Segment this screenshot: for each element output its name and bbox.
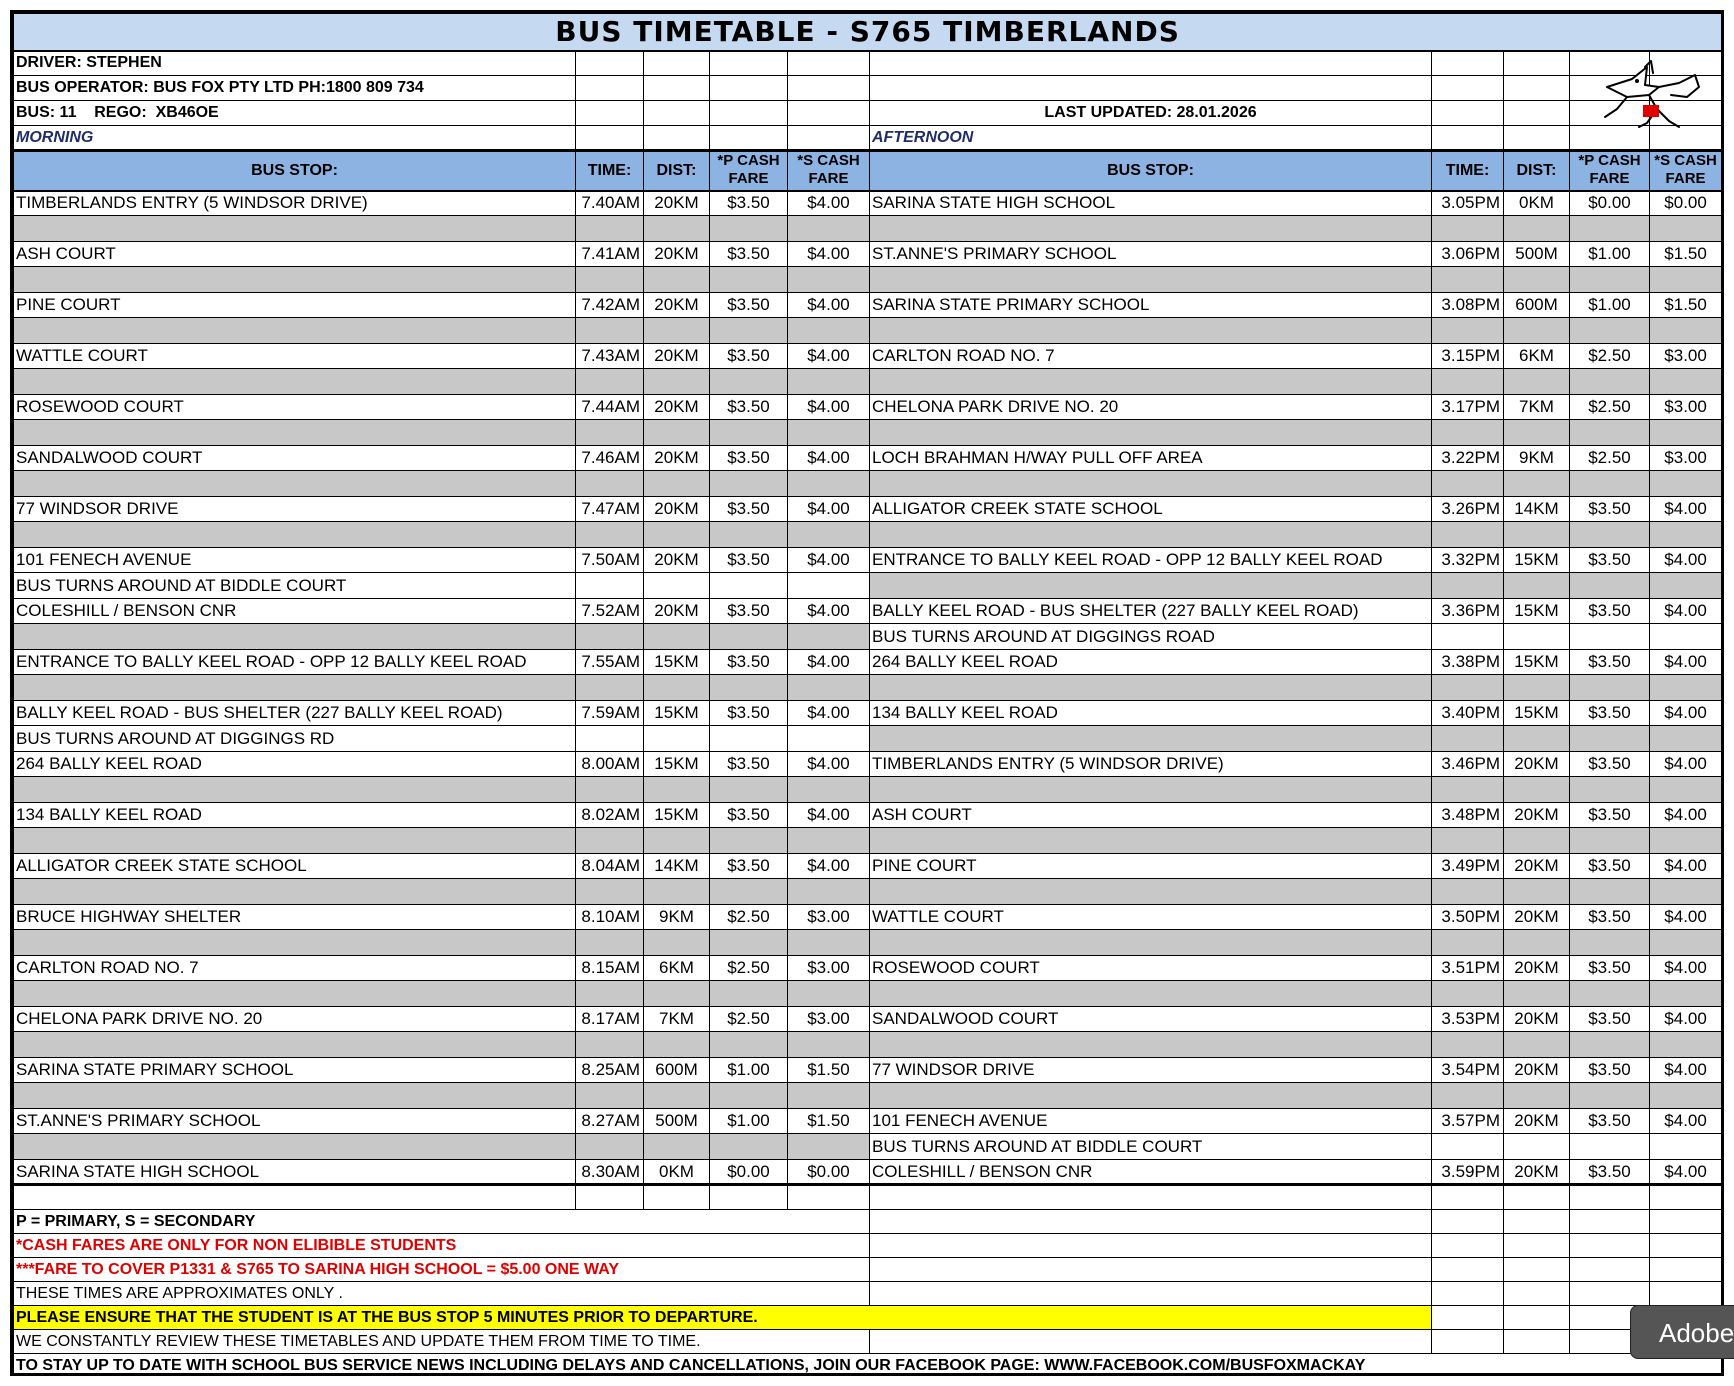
morning-p-fare-cell: $2.50	[710, 956, 788, 981]
morning-s-fare-cell: $1.50	[788, 1109, 870, 1134]
afternoon-p-fare-cell: $3.50	[1570, 803, 1650, 828]
table-row	[14, 956, 1722, 981]
table-row	[14, 803, 1722, 828]
afternoon-dist-cell: 600M	[1504, 293, 1570, 318]
afternoon-dist-cell: 20KM	[1504, 1160, 1570, 1185]
table-row	[14, 344, 1722, 369]
afternoon-p-fare-cell: $1.00	[1570, 293, 1650, 318]
afternoon-p-fare-cell: $3.50	[1570, 854, 1650, 879]
afternoon-s-fare-cell: $4.00	[1650, 701, 1722, 726]
morning-stop-cell: SARINA STATE HIGH SCHOOL	[14, 1160, 576, 1185]
afternoon-s-fare-cell: $4.00	[1650, 497, 1722, 522]
morning-p-fare-cell: $3.50	[710, 701, 788, 726]
afternoon-p-fare-cell: $2.50	[1570, 395, 1650, 420]
afternoon-stop-cell: COLESHILL / BENSON CNR	[870, 1160, 1432, 1185]
afternoon-s-fare-cell: $4.00	[1650, 1160, 1722, 1185]
afternoon-stop-cell: CHELONA PARK DRIVE NO. 20	[870, 395, 1432, 420]
spacer-row	[14, 624, 1722, 650]
morning-stop-cell: 134 BALLY KEEL ROAD	[14, 803, 576, 828]
afternoon-time-cell: 3.36PM	[1432, 599, 1504, 624]
morning-stop-cell: SANDALWOOD COURT	[14, 446, 576, 471]
morning-s-fare-cell: $3.00	[788, 1007, 870, 1032]
afternoon-dist-cell: 500M	[1504, 242, 1570, 267]
table-row	[14, 1007, 1722, 1032]
morning-time-cell: 8.17AM	[576, 1007, 644, 1032]
afternoon-dist-cell: 20KM	[1504, 1058, 1570, 1083]
adobe-tab[interactable]: Adobe	[1630, 1305, 1734, 1359]
approx-note: THESE TIMES ARE APPROXIMATES ONLY .	[14, 1282, 870, 1306]
morning-stop-cell: CHELONA PARK DRIVE NO. 20	[14, 1007, 576, 1032]
header-dist-afternoon: DIST:	[1504, 151, 1570, 191]
morning-s-fare-cell: $4.00	[788, 854, 870, 879]
afternoon-time-cell: 3.38PM	[1432, 650, 1504, 675]
afternoon-time-cell: 3.49PM	[1432, 854, 1504, 879]
afternoon-s-fare-cell: $3.00	[1650, 395, 1722, 420]
afternoon-s-fare-cell: $4.00	[1650, 905, 1722, 930]
morning-stop-cell: BALLY KEEL ROAD - BUS SHELTER (227 BALLY KEEL ROAD)	[14, 701, 576, 726]
morning-stop-cell: ROSEWOOD COURT	[14, 395, 576, 420]
morning-time-cell: 8.30AM	[576, 1160, 644, 1185]
morning-p-fare-cell: $2.50	[710, 905, 788, 930]
afternoon-p-fare-cell: $3.50	[1570, 905, 1650, 930]
header-time-afternoon: TIME:	[1432, 151, 1504, 191]
morning-stop-cell: COLESHILL / BENSON CNR	[14, 599, 576, 624]
spacer-row	[14, 930, 1722, 956]
afternoon-p-fare-cell: $3.50	[1570, 650, 1650, 675]
morning-p-fare-cell: $3.50	[710, 446, 788, 471]
afternoon-time-cell: 3.08PM	[1432, 293, 1504, 318]
afternoon-s-fare-cell: $1.50	[1650, 293, 1722, 318]
afternoon-dist-cell: 15KM	[1504, 650, 1570, 675]
table-row	[14, 293, 1722, 318]
morning-p-fare-cell: $0.00	[710, 1160, 788, 1185]
fare-cover-note: ***FARE TO COVER P1331 & S765 TO SARINA HIGH SCHOOL = $5.00 ONE WAY	[14, 1258, 870, 1282]
table-row	[14, 446, 1722, 471]
afternoon-stop-cell: TIMBERLANDS ENTRY (5 WINDSOR DRIVE)	[870, 752, 1432, 777]
afternoon-stop-cell: 101 FENECH AVENUE	[870, 1109, 1432, 1134]
morning-label: MORNING	[14, 126, 576, 151]
afternoon-p-fare-cell: $3.50	[1570, 956, 1650, 981]
morning-time-cell: 7.55AM	[576, 650, 644, 675]
morning-p-fare-cell: $3.50	[710, 548, 788, 573]
afternoon-stop-cell: SARINA STATE HIGH SCHOOL	[870, 191, 1432, 216]
afternoon-dist-cell: 15KM	[1504, 548, 1570, 573]
morning-p-fare-cell: $3.50	[710, 650, 788, 675]
header-dist-morning: DIST:	[644, 151, 710, 191]
table-row	[14, 650, 1722, 675]
morning-time-cell: 7.50AM	[576, 548, 644, 573]
morning-time-cell: 8.15AM	[576, 956, 644, 981]
spacer-row	[14, 573, 1722, 599]
morning-stop-cell: ENTRANCE TO BALLY KEEL ROAD - OPP 12 BALLY KEEL ROAD	[14, 650, 576, 675]
afternoon-stop-cell: ROSEWOOD COURT	[870, 956, 1432, 981]
table-row	[14, 701, 1722, 726]
morning-dist-cell: 15KM	[644, 701, 710, 726]
afternoon-p-fare-cell: $3.50	[1570, 497, 1650, 522]
morning-stop-cell: ASH COURT	[14, 242, 576, 267]
morning-p-fare-cell: $1.00	[710, 1109, 788, 1134]
morning-s-fare-cell: $1.50	[788, 1058, 870, 1083]
morning-stop-cell: ST.ANNE'S PRIMARY SCHOOL	[14, 1109, 576, 1134]
morning-time-cell: 7.47AM	[576, 497, 644, 522]
morning-s-fare-cell: $4.00	[788, 803, 870, 828]
spacer-row	[14, 267, 1722, 293]
afternoon-dist-cell: 9KM	[1504, 446, 1570, 471]
morning-p-fare-cell: $3.50	[710, 293, 788, 318]
table-row	[14, 191, 1722, 216]
afternoon-dist-cell: 20KM	[1504, 1109, 1570, 1134]
afternoon-stop-cell: WATTLE COURT	[870, 905, 1432, 930]
morning-stop-cell: SARINA STATE PRIMARY SCHOOL	[14, 1058, 576, 1083]
afternoon-dist-cell: 20KM	[1504, 956, 1570, 981]
afternoon-p-fare-cell: $3.50	[1570, 701, 1650, 726]
afternoon-s-fare-cell: $4.00	[1650, 1058, 1722, 1083]
afternoon-time-cell: 3.06PM	[1432, 242, 1504, 267]
afternoon-time-cell: 3.59PM	[1432, 1160, 1504, 1185]
table-row	[14, 1160, 1722, 1185]
morning-time-cell: 7.43AM	[576, 344, 644, 369]
spacer-row	[14, 318, 1722, 344]
table-row	[14, 1109, 1722, 1134]
morning-time-cell: 8.27AM	[576, 1109, 644, 1134]
header-p-fare-afternoon: *P CASH FARE	[1570, 151, 1650, 191]
afternoon-stop-cell: PINE COURT	[870, 854, 1432, 879]
table-row	[14, 905, 1722, 930]
afternoon-time-cell: 3.54PM	[1432, 1058, 1504, 1083]
afternoon-dist-cell: 15KM	[1504, 701, 1570, 726]
morning-dist-cell: 7KM	[644, 1007, 710, 1032]
table-row	[14, 752, 1722, 777]
morning-stop-cell: 101 FENECH AVENUE	[14, 548, 576, 573]
cash-fares-note: *CASH FARES ARE ONLY FOR NON ELIBIBLE STUDENTS	[14, 1234, 870, 1258]
spacer-row	[14, 471, 1722, 497]
morning-stop-cell: CARLTON ROAD NO. 7	[14, 956, 576, 981]
spacer-row	[14, 777, 1722, 803]
afternoon-stop-cell: SANDALWOOD COURT	[870, 1007, 1432, 1032]
spacer-row	[14, 1083, 1722, 1109]
morning-dist-cell: 9KM	[644, 905, 710, 930]
spacer-row	[14, 1134, 1722, 1160]
table-row	[14, 242, 1722, 267]
header-time-morning: TIME:	[576, 151, 644, 191]
table-row	[14, 599, 1722, 624]
morning-s-fare-cell: $3.00	[788, 905, 870, 930]
morning-dist-cell: 20KM	[644, 599, 710, 624]
morning-s-fare-cell: $4.00	[788, 650, 870, 675]
spacer-row	[14, 675, 1722, 701]
afternoon-p-fare-cell: $0.00	[1570, 191, 1650, 216]
morning-time-cell: 8.25AM	[576, 1058, 644, 1083]
morning-time-cell: 7.40AM	[576, 191, 644, 216]
review-note: WE CONSTANTLY REVIEW THESE TIMETABLES AND UPDATE THEM FROM TIME TO TIME.	[14, 1330, 870, 1354]
morning-time-cell: 7.46AM	[576, 446, 644, 471]
afternoon-time-cell: 3.15PM	[1432, 344, 1504, 369]
morning-stop-cell: 264 BALLY KEEL ROAD	[14, 752, 576, 777]
morning-stop-cell: TIMBERLANDS ENTRY (5 WINDSOR DRIVE)	[14, 191, 576, 216]
afternoon-s-fare-cell: $4.00	[1650, 752, 1722, 777]
afternoon-dist-cell: 20KM	[1504, 803, 1570, 828]
header-p-fare-morning: *P CASH FARE	[710, 151, 788, 191]
turnaround-note: BUS TURNS AROUND AT BIDDLE COURT	[14, 573, 576, 599]
afternoon-s-fare-cell: $0.00	[1650, 191, 1722, 216]
morning-dist-cell: 20KM	[644, 548, 710, 573]
afternoon-time-cell: 3.32PM	[1432, 548, 1504, 573]
spacer-row	[14, 522, 1722, 548]
morning-time-cell: 7.42AM	[576, 293, 644, 318]
afternoon-time-cell: 3.40PM	[1432, 701, 1504, 726]
morning-dist-cell: 15KM	[644, 752, 710, 777]
afternoon-stop-cell: 134 BALLY KEEL ROAD	[870, 701, 1432, 726]
morning-p-fare-cell: $3.50	[710, 497, 788, 522]
afternoon-dist-cell: 7KM	[1504, 395, 1570, 420]
morning-p-fare-cell: $2.50	[710, 1007, 788, 1032]
morning-stop-cell: 77 WINDSOR DRIVE	[14, 497, 576, 522]
morning-p-fare-cell: $3.50	[710, 854, 788, 879]
afternoon-s-fare-cell: $4.00	[1650, 854, 1722, 879]
afternoon-s-fare-cell: $4.00	[1650, 803, 1722, 828]
afternoon-stop-cell: ST.ANNE'S PRIMARY SCHOOL	[870, 242, 1432, 267]
turnaround-note: BUS TURNS AROUND AT DIGGINGS RD	[14, 726, 576, 752]
afternoon-p-fare-cell: $2.50	[1570, 344, 1650, 369]
morning-stop-cell: ALLIGATOR CREEK STATE SCHOOL	[14, 854, 576, 879]
morning-s-fare-cell: $4.00	[788, 752, 870, 777]
afternoon-dist-cell: 15KM	[1504, 599, 1570, 624]
afternoon-dist-cell: 0KM	[1504, 191, 1570, 216]
header-s-fare-afternoon: *S CASH FARE	[1650, 151, 1722, 191]
turnaround-note: BUS TURNS AROUND AT DIGGINGS ROAD	[870, 624, 1432, 650]
morning-dist-cell: 20KM	[644, 344, 710, 369]
morning-dist-cell: 15KM	[644, 803, 710, 828]
morning-dist-cell: 20KM	[644, 242, 710, 267]
morning-s-fare-cell: $4.00	[788, 446, 870, 471]
morning-time-cell: 8.10AM	[576, 905, 644, 930]
morning-s-fare-cell: $4.00	[788, 701, 870, 726]
morning-p-fare-cell: $3.50	[710, 395, 788, 420]
afternoon-dist-cell: 14KM	[1504, 497, 1570, 522]
afternoon-time-cell: 3.53PM	[1432, 1007, 1504, 1032]
afternoon-label: AFTERNOON	[870, 126, 1432, 151]
morning-dist-cell: 20KM	[644, 497, 710, 522]
morning-s-fare-cell: $3.00	[788, 956, 870, 981]
header-bus-stop-afternoon: BUS STOP:	[870, 151, 1432, 191]
turnaround-note: BUS TURNS AROUND AT BIDDLE COURT	[870, 1134, 1432, 1160]
morning-s-fare-cell: $0.00	[788, 1160, 870, 1185]
spacer-row	[14, 726, 1722, 752]
table-row	[14, 854, 1722, 879]
afternoon-stop-cell: 264 BALLY KEEL ROAD	[870, 650, 1432, 675]
morning-time-cell: 7.44AM	[576, 395, 644, 420]
table-row	[14, 497, 1722, 522]
morning-s-fare-cell: $4.00	[788, 191, 870, 216]
spacer-row	[14, 216, 1722, 242]
morning-dist-cell: 15KM	[644, 650, 710, 675]
last-updated: LAST UPDATED: 28.01.2026	[870, 101, 1432, 126]
afternoon-p-fare-cell: $3.50	[1570, 548, 1650, 573]
afternoon-stop-cell: SARINA STATE PRIMARY SCHOOL	[870, 293, 1432, 318]
spacer-row	[14, 420, 1722, 446]
morning-time-cell: 7.59AM	[576, 701, 644, 726]
afternoon-dist-cell: 20KM	[1504, 1007, 1570, 1032]
morning-s-fare-cell: $4.00	[788, 344, 870, 369]
afternoon-time-cell: 3.17PM	[1432, 395, 1504, 420]
morning-dist-cell: 20KM	[644, 191, 710, 216]
morning-stop-cell: WATTLE COURT	[14, 344, 576, 369]
afternoon-s-fare-cell: $3.00	[1650, 344, 1722, 369]
header-bus-stop-morning: BUS STOP:	[14, 151, 576, 191]
afternoon-s-fare-cell: $1.50	[1650, 242, 1722, 267]
driver-label: DRIVER: STEPHEN	[14, 51, 576, 76]
spacer-row	[14, 981, 1722, 1007]
afternoon-dist-cell: 20KM	[1504, 905, 1570, 930]
afternoon-p-fare-cell: $1.00	[1570, 242, 1650, 267]
afternoon-stop-cell: ENTRANCE TO BALLY KEEL ROAD - OPP 12 BALLY KEEL ROAD	[870, 548, 1432, 573]
afternoon-stop-cell: LOCH BRAHMAN H/WAY PULL OFF AREA	[870, 446, 1432, 471]
morning-time-cell: 8.04AM	[576, 854, 644, 879]
morning-dist-cell: 600M	[644, 1058, 710, 1083]
morning-s-fare-cell: $4.00	[788, 599, 870, 624]
morning-time-cell: 8.02AM	[576, 803, 644, 828]
morning-time-cell: 8.00AM	[576, 752, 644, 777]
morning-p-fare-cell: $1.00	[710, 1058, 788, 1083]
morning-s-fare-cell: $4.00	[788, 548, 870, 573]
morning-dist-cell: 0KM	[644, 1160, 710, 1185]
spacer-row	[14, 879, 1722, 905]
morning-stop-cell: PINE COURT	[14, 293, 576, 318]
facebook-note: TO STAY UP TO DATE WITH SCHOOL BUS SERVICE NEWS INCLUDING DELAYS AND CANCELLATIONS, JOIN OUR FACEBOOK PAGE: WWW.FACEBOOK.COM/BUSFOXMACKAY	[14, 1354, 1722, 1377]
morning-dist-cell: 20KM	[644, 293, 710, 318]
morning-p-fare-cell: $3.50	[710, 344, 788, 369]
afternoon-p-fare-cell: $3.50	[1570, 599, 1650, 624]
afternoon-s-fare-cell: $4.00	[1650, 548, 1722, 573]
page-title: BUS TIMETABLE - S765 TIMBERLANDS	[14, 14, 1722, 51]
afternoon-time-cell: 3.48PM	[1432, 803, 1504, 828]
afternoon-time-cell: 3.57PM	[1432, 1109, 1504, 1134]
afternoon-dist-cell: 6KM	[1504, 344, 1570, 369]
header-s-fare-morning: *S CASH FARE	[788, 151, 870, 191]
timetable-sheet	[10, 10, 1724, 1376]
spacer-row	[14, 1032, 1722, 1058]
afternoon-dist-cell: 20KM	[1504, 854, 1570, 879]
morning-p-fare-cell: $3.50	[710, 752, 788, 777]
morning-s-fare-cell: $4.00	[788, 293, 870, 318]
afternoon-s-fare-cell: $4.00	[1650, 1007, 1722, 1032]
afternoon-dist-cell: 20KM	[1504, 752, 1570, 777]
table-row	[14, 395, 1722, 420]
afternoon-s-fare-cell: $4.00	[1650, 650, 1722, 675]
morning-dist-cell: 6KM	[644, 956, 710, 981]
timetable-table	[13, 13, 1722, 1376]
morning-dist-cell: 20KM	[644, 446, 710, 471]
afternoon-p-fare-cell: $3.50	[1570, 752, 1650, 777]
legend-note: P = PRIMARY, S = SECONDARY	[14, 1210, 870, 1234]
morning-p-fare-cell: $3.50	[710, 803, 788, 828]
afternoon-s-fare-cell: $3.00	[1650, 446, 1722, 471]
morning-stop-cell: BRUCE HIGHWAY SHELTER	[14, 905, 576, 930]
bus-fox-logo	[1587, 57, 1707, 137]
afternoon-p-fare-cell: $3.50	[1570, 1007, 1650, 1032]
table-row	[14, 548, 1722, 573]
afternoon-stop-cell: ASH COURT	[870, 803, 1432, 828]
morning-time-cell: 7.41AM	[576, 242, 644, 267]
afternoon-time-cell: 3.05PM	[1432, 191, 1504, 216]
afternoon-time-cell: 3.22PM	[1432, 446, 1504, 471]
bus-rego-label: BUS: 11 REGO: XB46OE	[14, 101, 576, 126]
morning-dist-cell: 20KM	[644, 395, 710, 420]
morning-p-fare-cell: $3.50	[710, 242, 788, 267]
afternoon-p-fare-cell: $3.50	[1570, 1058, 1650, 1083]
afternoon-time-cell: 3.46PM	[1432, 752, 1504, 777]
afternoon-s-fare-cell: $4.00	[1650, 1109, 1722, 1134]
afternoon-time-cell: 3.51PM	[1432, 956, 1504, 981]
afternoon-p-fare-cell: $3.50	[1570, 1109, 1650, 1134]
morning-p-fare-cell: $3.50	[710, 599, 788, 624]
afternoon-stop-cell: 77 WINDSOR DRIVE	[870, 1058, 1432, 1083]
morning-s-fare-cell: $4.00	[788, 395, 870, 420]
operator-label: BUS OPERATOR: BUS FOX PTY LTD PH:1800 809 734	[14, 76, 576, 101]
ensure-note: PLEASE ENSURE THAT THE STUDENT IS AT THE BUS STOP 5 MINUTES PRIOR TO DEPARTURE.	[14, 1306, 1432, 1330]
afternoon-p-fare-cell: $2.50	[1570, 446, 1650, 471]
afternoon-p-fare-cell: $3.50	[1570, 1160, 1650, 1185]
morning-dist-cell: 14KM	[644, 854, 710, 879]
morning-s-fare-cell: $4.00	[788, 242, 870, 267]
morning-time-cell: 7.52AM	[576, 599, 644, 624]
table-row	[14, 1058, 1722, 1083]
afternoon-stop-cell: CARLTON ROAD NO. 7	[870, 344, 1432, 369]
afternoon-s-fare-cell: $4.00	[1650, 599, 1722, 624]
spacer-row	[14, 828, 1722, 854]
afternoon-time-cell: 3.50PM	[1432, 905, 1504, 930]
afternoon-time-cell: 3.26PM	[1432, 497, 1504, 522]
afternoon-s-fare-cell: $4.00	[1650, 956, 1722, 981]
morning-p-fare-cell: $3.50	[710, 191, 788, 216]
afternoon-stop-cell: ALLIGATOR CREEK STATE SCHOOL	[870, 497, 1432, 522]
morning-s-fare-cell: $4.00	[788, 497, 870, 522]
spacer-row	[14, 369, 1722, 395]
afternoon-stop-cell: BALLY KEEL ROAD - BUS SHELTER (227 BALLY KEEL ROAD)	[870, 599, 1432, 624]
morning-dist-cell: 500M	[644, 1109, 710, 1134]
